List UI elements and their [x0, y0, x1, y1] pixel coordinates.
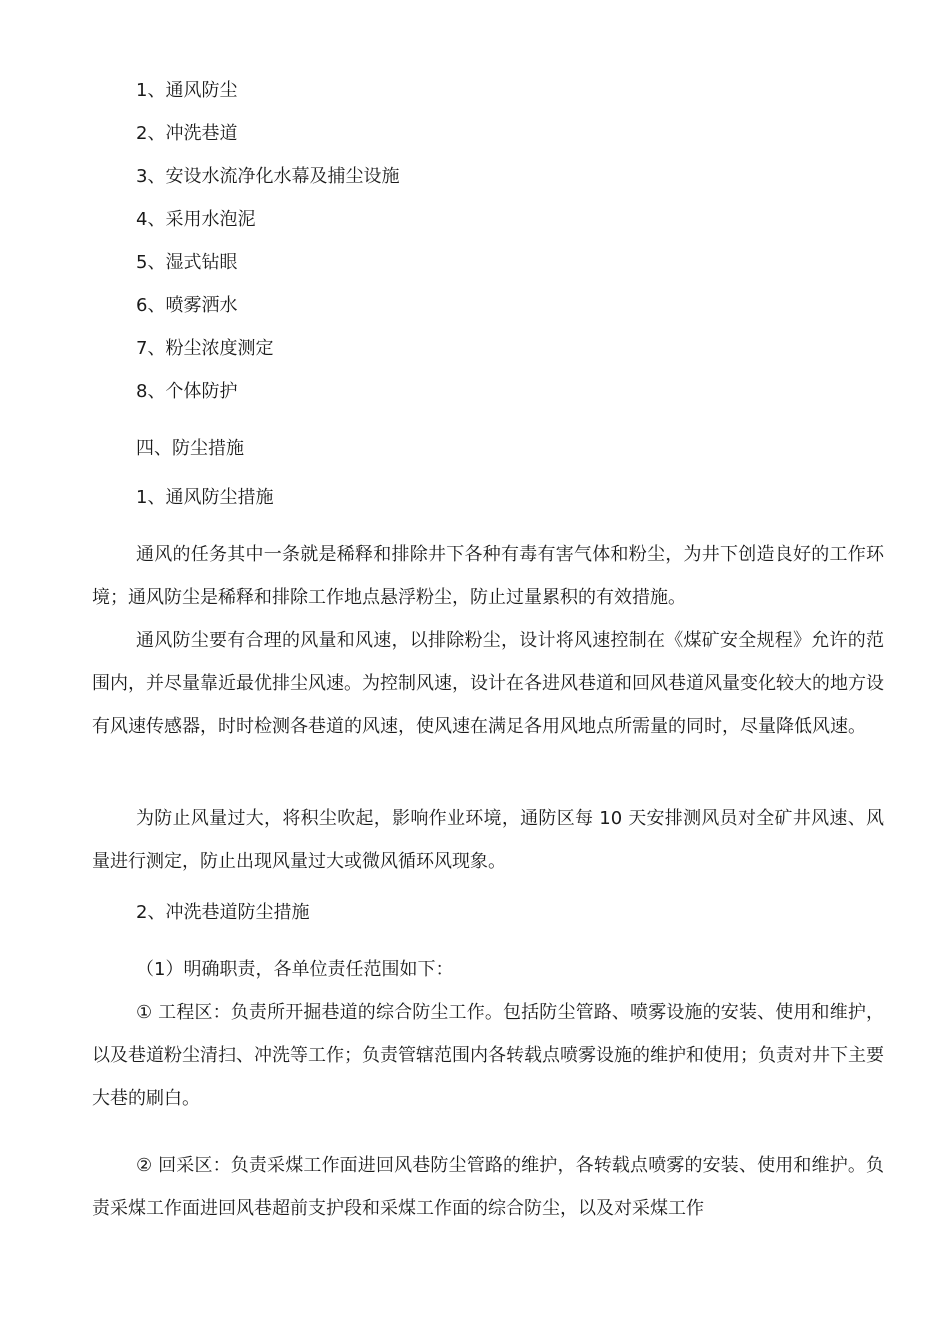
- subsection-heading: 2、冲洗巷道防尘措施: [136, 902, 310, 923]
- list-item: 8、个体防护: [136, 381, 238, 402]
- paragraph: ① 工程区：负责所开掘巷道的综合防尘工作。包括防尘管路、喷雾设施的安装、使用和维护，以及巷道粉尘清扫、冲洗等工作；负责管辖范围内各转载点喷雾设施的维护和使用；负责对井下主要大巷的刷白。: [92, 1002, 884, 1109]
- paragraph: 为防止风量过大，将积尘吹起，影响作业环境，通防区每 10 天安排测风员对全矿井风速、风量进行测定，防止出现风量过大或微风循环风现象。: [92, 808, 884, 872]
- section-heading: 四、防尘措施: [136, 438, 244, 459]
- list-item: 2、冲洗巷道: [136, 123, 238, 144]
- list-item: 4、采用水泡泥: [136, 209, 256, 230]
- list-item: 5、湿式钻眼: [136, 252, 238, 273]
- list-item: 7、粉尘浓度测定: [136, 338, 274, 359]
- paragraph: ② 回采区：负责采煤工作面进回风巷防尘管路的维护，各转载点喷雾的安装、使用和维护。负责采煤工作面进回风巷超前支护段和采煤工作面的综合防尘，以及对采煤工作: [92, 1155, 884, 1219]
- list-item: 6、喷雾洒水: [136, 295, 238, 316]
- paragraph: 通风的任务其中一条就是稀释和排除井下各种有毒有害气体和粉尘，为井下创造良好的工作环境；通风防尘是稀释和排除工作地点悬浮粉尘，防止过量累积的有效措施。: [92, 544, 884, 608]
- list-item: 3、安设水流净化水幕及捕尘设施: [136, 166, 400, 187]
- paragraph: 通风防尘要有合理的风量和风速，以排除粉尘，设计将风速控制在《煤矿安全规程》允许的范围内，并尽量靠近最优排尘风速。为控制风速，设计在各进风巷道和回风巷道风量变化较大的地方设有风速传感器，时时检测各巷道的风速，使风速在满足各用风地点所需量的同时，尽量降低风速。: [92, 630, 884, 737]
- paragraph: （1）明确职责，各单位责任范围如下：: [136, 959, 454, 980]
- subsection-heading: 1、通风防尘措施: [136, 487, 274, 508]
- list-item: 1、通风防尘: [136, 80, 238, 101]
